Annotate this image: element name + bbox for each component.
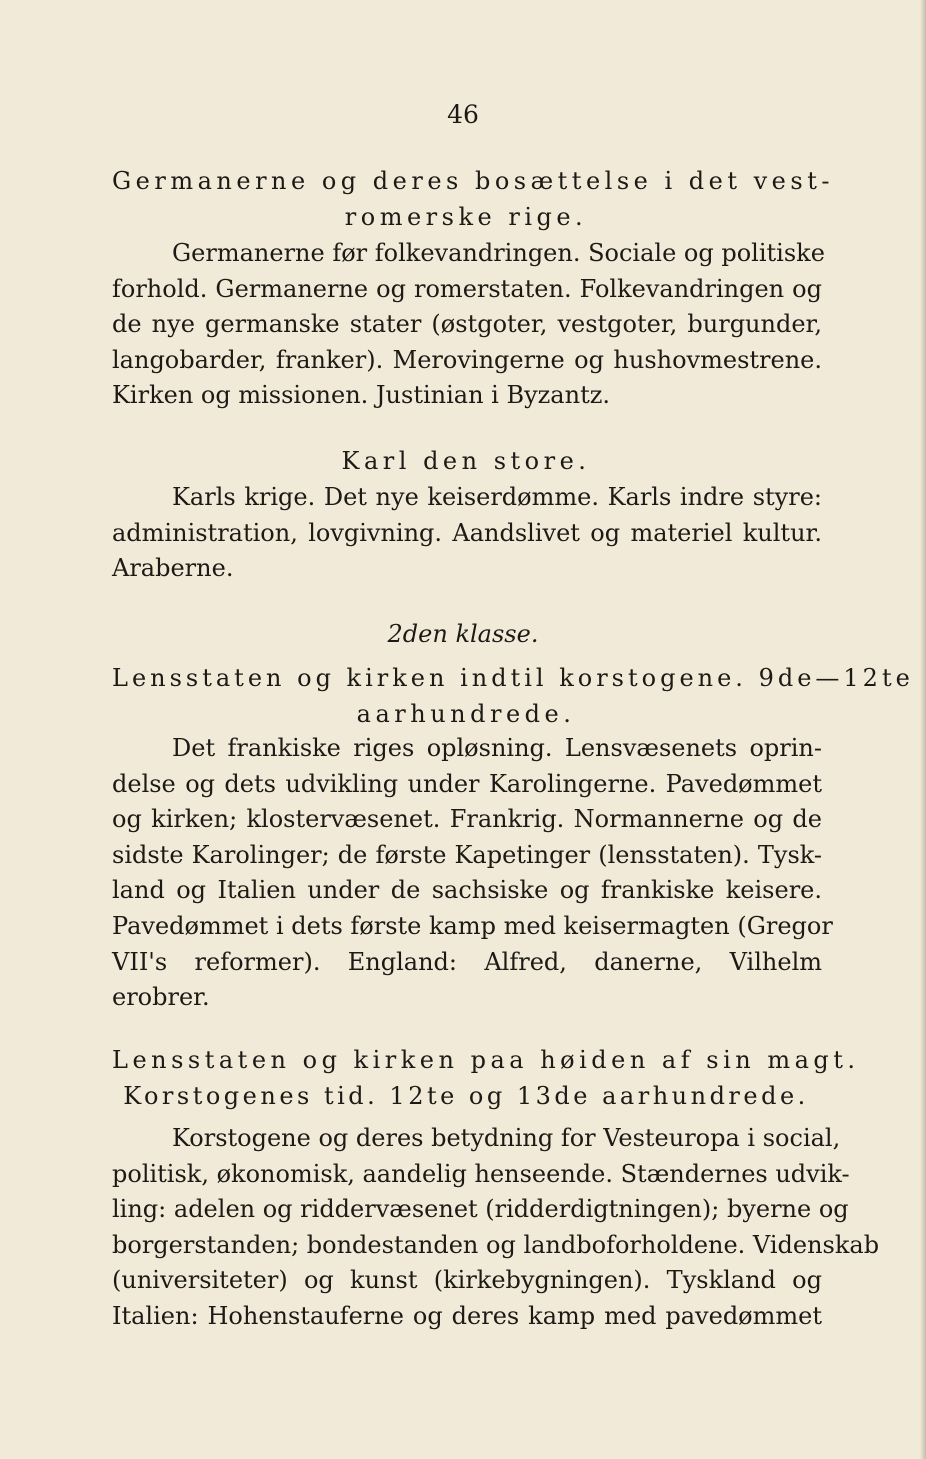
body-line: og kirken; klostervæsenet. Frankrig. Normannerne og de [112,805,822,834]
body-line: langobarder, franker). Merovingerne og hushovmestrene. [112,345,822,374]
section-heading: Karl den store. [341,447,591,475]
body-line: Araberne. [112,554,234,583]
body-line: (universiteter) og kunst (kirkebygningen). Tyskland og [112,1266,822,1295]
body-line: administration, lovgivning. Aandslivet og materiel kultur. [112,518,822,547]
page-edge-shadow [920,0,926,1459]
body-line: Kirken og missionen. Justinian i Byzantz. [112,381,610,410]
section-heading: Lensstaten og kirken paa høiden af sin magt. [112,1046,860,1074]
body-line: borgerstanden; bondestanden og landboforholdene. Videnskab [112,1230,880,1259]
body-line: Pavedømmet i dets første kamp med keisermagten (Gregor [112,911,833,940]
body-line: forhold. Germanerne og romerstaten. Folkevandringen og [112,274,822,303]
body-line: VII's reformer). England: Alfred, danerne, Vilhelm [112,947,822,976]
section-heading: Germanerne og deres bosættelse i det vest- [112,167,834,195]
section-heading-cont: Korstogenes tid. 12te og 13de aarhundrede. [123,1082,809,1110]
body-line: politisk, økonomisk, aandelig henseende. Stændernes udvik- [112,1159,850,1188]
section-body [112,480,822,587]
body-line: sidste Karolinger; de første Kapetinger (lensstaten). Tysk- [112,840,822,869]
section-body [112,1121,880,1335]
body-line: Germanerne før folkevandringen. Sociale og politiske [172,239,825,267]
body-line: land og Italien under de sachsiske og frankiske keisere. [112,876,822,905]
section-heading: Lensstaten og kirken indtil korstogene. 9de—12te [112,664,914,692]
body-line: erobrer. [112,983,210,1012]
body-line: Det frankiske riges opløsning. Lensvæsenets oprin- [172,734,822,762]
section-body [112,731,833,1016]
body-line: Korstogene og deres betydning for Vesteuropa i social, [172,1124,841,1152]
section-body [112,236,825,414]
page-number: 46 [447,100,479,129]
body-line: Italien: Hohenstauferne og deres kamp med pavedømmet [112,1301,822,1330]
body-line: Karls krige. Det nye keiserdømme. Karls indre styre: [172,483,822,511]
class-subheading: 2den klasse. [387,620,539,648]
body-line: ling: adelen og riddervæsenet (ridderdigtningen); byerne og [112,1195,849,1224]
body-line: delse og dets udvikling under Karolingerne. Pavedømmet [112,769,822,798]
section-heading-cont: romerske rige. [344,203,588,231]
body-line: de nye germanske stater (østgoter, vestgoter, burgunder, [112,310,822,339]
section-heading-cont: aarhundrede. [356,700,576,728]
